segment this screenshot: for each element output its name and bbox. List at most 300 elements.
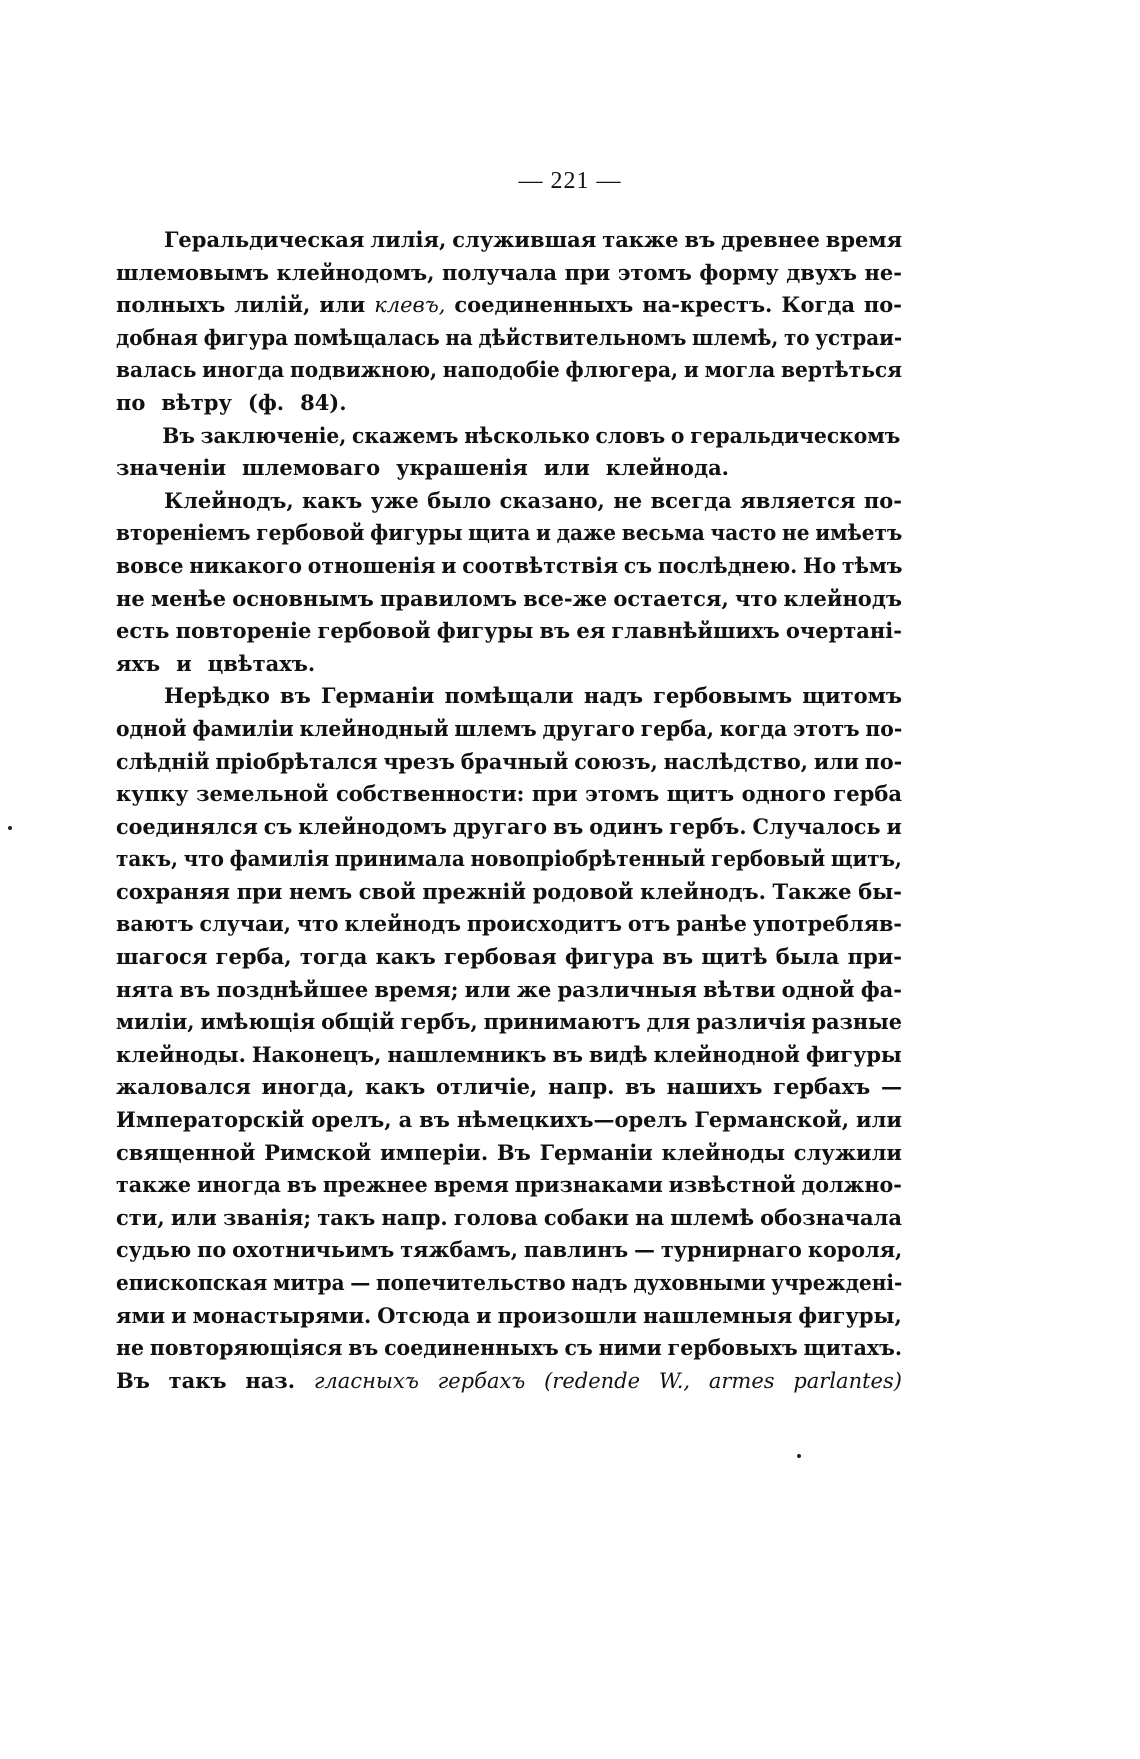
word: гербъ. xyxy=(669,813,747,839)
word: въ xyxy=(280,683,311,709)
word: бы- xyxy=(858,878,902,904)
word: шлемъ xyxy=(454,715,537,741)
word: W., xyxy=(658,1368,691,1393)
word: слѣдній xyxy=(116,748,210,774)
word: добная xyxy=(116,324,198,350)
word: для xyxy=(646,1009,691,1035)
text-line xyxy=(116,1137,902,1170)
word: Клейнодъ, xyxy=(164,487,294,513)
word: не- xyxy=(864,259,902,285)
word: брачный xyxy=(460,748,569,774)
word: нашихъ xyxy=(666,1074,763,1100)
word: въ xyxy=(625,1074,656,1100)
word: устраи- xyxy=(815,324,903,350)
text-line xyxy=(116,387,902,420)
word: признаками xyxy=(514,1172,663,1198)
word: по- xyxy=(864,748,903,774)
word: въ xyxy=(348,1335,379,1361)
word: шлемоваго xyxy=(242,455,381,481)
word: въ xyxy=(552,813,584,839)
text-line xyxy=(116,1234,902,1267)
text-line xyxy=(116,746,902,779)
word: попечительство xyxy=(376,1270,566,1295)
word: какъ xyxy=(302,487,363,513)
word: собственности: xyxy=(335,781,525,807)
text-line xyxy=(116,1332,902,1365)
word: гербъ, xyxy=(400,1009,478,1035)
text-line xyxy=(116,1202,902,1235)
word: и xyxy=(176,650,192,676)
word: пріобрѣтался xyxy=(215,748,378,774)
word: чрезъ xyxy=(383,748,455,774)
word: щитѣ xyxy=(701,944,768,970)
word: званія; xyxy=(222,1204,312,1230)
word: видѣ xyxy=(588,1041,648,1067)
word: щитъ, xyxy=(830,846,902,872)
word: короля, xyxy=(807,1237,903,1263)
word: сти, xyxy=(116,1204,165,1230)
word: цвѣтахъ. xyxy=(207,650,316,676)
word: гербовый xyxy=(711,846,826,872)
text-line xyxy=(116,452,902,485)
word: употребляв- xyxy=(752,911,902,937)
text-line xyxy=(116,583,902,616)
word: фигуры xyxy=(370,520,463,546)
word: щитахъ. xyxy=(803,1335,902,1361)
word: иногда xyxy=(196,1172,281,1198)
word: armes xyxy=(708,1368,775,1393)
word: одинъ xyxy=(589,813,664,839)
word: съ xyxy=(263,813,293,839)
word: яхъ xyxy=(116,650,161,676)
word: клейнода. xyxy=(605,455,729,481)
word: происходитъ xyxy=(466,911,622,937)
word: этотъ xyxy=(792,715,860,741)
word: Нерѣдко xyxy=(164,683,270,709)
body-text xyxy=(116,224,902,1397)
word: флюгера, xyxy=(565,357,679,383)
word: различія xyxy=(696,1009,806,1035)
word: Наконецъ, xyxy=(251,1041,382,1067)
word: охотничьимъ xyxy=(232,1237,395,1263)
word: при- xyxy=(847,944,902,970)
word: служили xyxy=(793,1139,902,1165)
word: обозначала xyxy=(760,1204,902,1230)
word: шлемѣ, xyxy=(692,324,779,350)
word: съ xyxy=(564,1335,593,1361)
word: Когда xyxy=(781,292,855,318)
word: этомъ xyxy=(617,259,692,285)
word: при xyxy=(564,259,611,285)
word: клейнодъ xyxy=(783,585,902,611)
word: монастырями. xyxy=(192,1302,372,1328)
word: parlantes) xyxy=(793,1368,902,1393)
word: щитомъ xyxy=(802,683,902,709)
word: не xyxy=(116,585,145,611)
word: гербовыхъ xyxy=(667,1335,798,1361)
word: имѣющія xyxy=(200,1009,316,1035)
word: наподобіе xyxy=(442,357,560,383)
word: также xyxy=(116,1172,192,1198)
word: свой xyxy=(358,878,416,904)
word: имѣетъ xyxy=(815,520,903,546)
text-line xyxy=(116,354,902,387)
word: фигуры xyxy=(805,1041,902,1067)
word: Въ xyxy=(162,422,195,448)
word: собаки xyxy=(543,1204,630,1230)
text-line xyxy=(116,1365,902,1398)
word: (ф. xyxy=(247,389,285,415)
word: скажемъ xyxy=(352,422,459,448)
word: форму xyxy=(699,259,779,285)
word: напр. xyxy=(548,1074,615,1100)
word: или xyxy=(856,1107,902,1133)
word: Въ xyxy=(116,1367,150,1393)
word: менѣе xyxy=(150,585,227,611)
word: герба xyxy=(833,781,902,807)
word: фамиліи xyxy=(192,715,294,741)
word: или xyxy=(319,292,366,318)
word: иногда xyxy=(202,357,285,383)
word: учрежденi- xyxy=(771,1270,903,1295)
word: общій xyxy=(321,1009,395,1035)
text-line xyxy=(116,1169,902,1202)
word: также xyxy=(602,227,679,252)
word: — xyxy=(881,1074,902,1100)
word: правиломъ xyxy=(379,585,517,611)
word: Римской xyxy=(264,1139,372,1165)
word: въ xyxy=(286,1172,318,1198)
word: надъ xyxy=(571,1270,628,1295)
word: или xyxy=(464,976,511,1002)
word: въ xyxy=(419,1107,450,1133)
word: двухъ xyxy=(786,259,857,285)
text-line xyxy=(116,811,902,844)
word: вѣтви xyxy=(702,976,776,1002)
word: ями xyxy=(116,1302,166,1328)
word: земельной xyxy=(196,781,329,807)
word: по- xyxy=(865,715,903,741)
word: при xyxy=(236,878,283,904)
word: и xyxy=(171,1302,187,1328)
word: могла xyxy=(704,357,776,383)
word: клейнодомъ xyxy=(298,813,447,839)
word: не xyxy=(613,487,643,513)
text-line xyxy=(116,648,902,681)
word: древнее xyxy=(721,227,820,252)
word: тяжбамъ, xyxy=(400,1237,518,1263)
text-line xyxy=(116,550,902,583)
word: разные xyxy=(811,1009,902,1035)
word: значеніи xyxy=(116,455,227,481)
word: помѣщалась xyxy=(293,324,440,350)
word: фигуры, xyxy=(798,1302,902,1328)
word: одной xyxy=(781,976,855,1002)
word: павлинъ xyxy=(523,1237,629,1263)
word: этомъ xyxy=(585,781,660,807)
word: наз. xyxy=(245,1367,296,1393)
text-line xyxy=(116,876,902,909)
text-line xyxy=(116,485,902,518)
text-line xyxy=(116,257,902,290)
word: даже xyxy=(556,520,617,546)
word: весьма xyxy=(621,520,705,546)
word: нѣсколько xyxy=(464,422,590,448)
word: по- xyxy=(863,292,902,318)
word: въ xyxy=(539,618,571,644)
word: вертѣться xyxy=(781,357,903,383)
word: гербахъ xyxy=(773,1074,871,1100)
word: одной xyxy=(116,715,187,741)
word: митра xyxy=(272,1270,345,1295)
text-line xyxy=(116,843,902,876)
text-line xyxy=(116,1039,902,1072)
word: орелъ, xyxy=(311,1107,392,1133)
word: принимаютъ xyxy=(483,1009,641,1035)
word: не xyxy=(782,520,810,546)
word: произошли xyxy=(497,1302,638,1328)
word: получала xyxy=(442,259,558,285)
word: гербовымъ xyxy=(653,683,793,709)
word: прежнее xyxy=(322,1172,428,1198)
word: Случалось xyxy=(752,813,881,839)
word: нѣмецкихъ—орелъ xyxy=(456,1107,688,1133)
text-line xyxy=(116,420,900,453)
word: клейнодный xyxy=(299,715,449,741)
word: заключеніе, xyxy=(200,422,347,448)
word: очертані- xyxy=(785,618,902,644)
word: и xyxy=(886,813,902,839)
word: было xyxy=(427,487,492,513)
word: Германіи xyxy=(539,1139,653,1165)
word: основнымъ xyxy=(232,585,374,611)
word: родовой xyxy=(532,878,634,904)
word: жаловался xyxy=(116,1074,251,1100)
word: что xyxy=(183,846,224,872)
text-line xyxy=(116,680,902,713)
text-line xyxy=(116,1300,902,1333)
word: въ xyxy=(684,227,716,252)
word: иногда, xyxy=(261,1074,355,1100)
word: гербахъ xyxy=(437,1368,526,1393)
word: или xyxy=(813,748,859,774)
word: по xyxy=(197,1237,227,1263)
word: гербовая xyxy=(444,944,557,970)
word: или xyxy=(543,455,590,481)
word: все-же xyxy=(523,585,608,611)
word: же xyxy=(516,976,552,1002)
word: фамилія xyxy=(229,846,330,872)
word: миліи, xyxy=(116,1009,195,1035)
word: повторяющіяся xyxy=(149,1335,343,1361)
word: должно- xyxy=(801,1172,902,1198)
word: Германіи xyxy=(320,683,435,709)
word: повтореніе xyxy=(175,618,312,644)
page-number: — 221 — xyxy=(518,168,622,194)
word: 84). xyxy=(300,389,347,415)
word: отъ xyxy=(627,911,671,937)
word: лилій, xyxy=(234,292,311,318)
word: въ xyxy=(552,1041,584,1067)
word: дѣйствительномъ xyxy=(478,324,687,350)
word: случаи, xyxy=(199,911,291,937)
word: (redende xyxy=(544,1368,641,1393)
word: является xyxy=(740,487,856,513)
word: ея xyxy=(576,618,606,644)
word: и xyxy=(683,357,699,383)
word: гербовой xyxy=(317,618,431,644)
word: принимала xyxy=(334,846,465,872)
word: Германской, xyxy=(694,1107,850,1133)
word: новопріобрѣтенный xyxy=(470,846,706,872)
word: Въ xyxy=(496,1139,531,1165)
word: въ xyxy=(662,944,694,970)
word: щитъ xyxy=(666,781,735,807)
word: фигура xyxy=(203,324,289,350)
word: была xyxy=(775,944,840,970)
word: герба, xyxy=(215,944,292,970)
word: ваютъ xyxy=(116,911,194,937)
word: служившая xyxy=(452,227,597,252)
text-line xyxy=(116,974,902,1007)
word: тѣмъ xyxy=(841,552,903,578)
word: Отсюда xyxy=(377,1302,471,1328)
word: часто xyxy=(710,520,777,546)
word: клейноды. xyxy=(116,1041,246,1067)
word: время; xyxy=(374,976,459,1002)
word: когда xyxy=(719,715,788,741)
word: шлемовымъ xyxy=(116,259,269,285)
word: герба, xyxy=(640,715,714,741)
text-line xyxy=(116,1267,902,1300)
word: прежній xyxy=(422,878,526,904)
word: нашлемныя xyxy=(643,1302,793,1328)
word: помѣщали xyxy=(444,683,574,709)
word: или xyxy=(170,1204,217,1230)
word: турнирнаго xyxy=(660,1237,802,1263)
word: какъ xyxy=(365,1074,426,1100)
word: такъ, xyxy=(116,846,178,872)
word: соединенныхъ xyxy=(384,1335,559,1361)
word: — xyxy=(634,1237,655,1263)
word: наслѣдство, xyxy=(663,748,808,774)
word: клейноды xyxy=(661,1139,786,1165)
word: и xyxy=(476,1302,492,1328)
text-line xyxy=(116,908,902,941)
word: геральдическомъ xyxy=(690,422,901,448)
word: духовными xyxy=(633,1270,766,1295)
word: что xyxy=(734,585,778,611)
word: вторенiемъ xyxy=(116,520,251,546)
text-line xyxy=(116,224,902,257)
word: украшенія xyxy=(396,455,528,481)
word: вѣтру xyxy=(161,389,232,415)
word: Но xyxy=(803,552,837,578)
word: соотвѣтствія xyxy=(462,552,619,578)
word: послѣднею. xyxy=(657,552,798,578)
word: полныхъ xyxy=(116,292,226,318)
word: надъ xyxy=(583,683,643,709)
word: различныя xyxy=(557,976,697,1002)
word: судью xyxy=(116,1237,192,1263)
word: такъ xyxy=(168,1367,227,1393)
word: клевъ, xyxy=(374,293,446,318)
text-line xyxy=(116,615,902,648)
word: никакого xyxy=(189,552,302,578)
word: съ xyxy=(623,552,653,578)
word: на-крестъ. xyxy=(642,292,773,318)
word: союзъ, xyxy=(574,748,658,774)
word: подвижною, xyxy=(290,357,438,383)
word: время xyxy=(433,1172,509,1198)
word: другаго xyxy=(452,813,548,839)
word: время xyxy=(825,227,903,252)
word: при xyxy=(531,781,578,807)
word: голова xyxy=(453,1204,538,1230)
word: щита xyxy=(468,520,531,546)
text-line xyxy=(116,941,902,974)
word: имперіи. xyxy=(380,1139,489,1165)
word: а xyxy=(398,1107,413,1133)
word: не xyxy=(116,1335,145,1361)
word: на xyxy=(635,1204,665,1230)
word: клейнодомъ, xyxy=(276,259,435,285)
word: всегда xyxy=(650,487,732,513)
word: фигура xyxy=(564,944,655,970)
word: есть xyxy=(116,618,170,644)
word: извѣстной xyxy=(668,1172,796,1198)
word: тогда xyxy=(299,944,368,970)
word: соединялся xyxy=(116,813,258,839)
word: клейнодной xyxy=(653,1041,800,1067)
word: лилія, xyxy=(370,227,447,252)
word: нашлемникъ xyxy=(387,1041,547,1067)
word: уже xyxy=(370,487,419,513)
word: то xyxy=(783,324,810,350)
scan-speck xyxy=(8,826,12,830)
word: Императорскій xyxy=(116,1107,305,1133)
word: клейнодъ. xyxy=(640,878,766,904)
word: такъ xyxy=(317,1204,376,1230)
text-line xyxy=(116,322,902,355)
word: Также xyxy=(772,878,852,904)
word: отличіе, xyxy=(435,1074,538,1100)
word: фа- xyxy=(860,976,902,1002)
text-line xyxy=(116,1006,902,1039)
text-line xyxy=(116,289,902,322)
text-line xyxy=(116,517,902,550)
word: гласныхъ xyxy=(313,1368,419,1393)
word: валась xyxy=(116,357,197,383)
word: священной xyxy=(116,1139,256,1165)
word: епископская xyxy=(116,1270,268,1295)
word: сказано, xyxy=(499,487,605,513)
text-line xyxy=(116,1071,902,1104)
word: немъ xyxy=(289,878,353,904)
word: позднѣйшее xyxy=(216,976,369,1002)
text-line xyxy=(116,1104,902,1137)
word: словъ xyxy=(595,422,666,448)
word: отношенія xyxy=(307,552,436,578)
word: главнѣйшихъ xyxy=(611,618,780,644)
word: соединенныхъ xyxy=(454,292,634,318)
word: сохраняя xyxy=(116,878,231,904)
word: Геральдическая xyxy=(163,227,365,252)
word: нята xyxy=(116,976,174,1002)
word: ними xyxy=(598,1335,662,1361)
word: одного xyxy=(741,781,826,807)
word: въ xyxy=(179,976,211,1002)
